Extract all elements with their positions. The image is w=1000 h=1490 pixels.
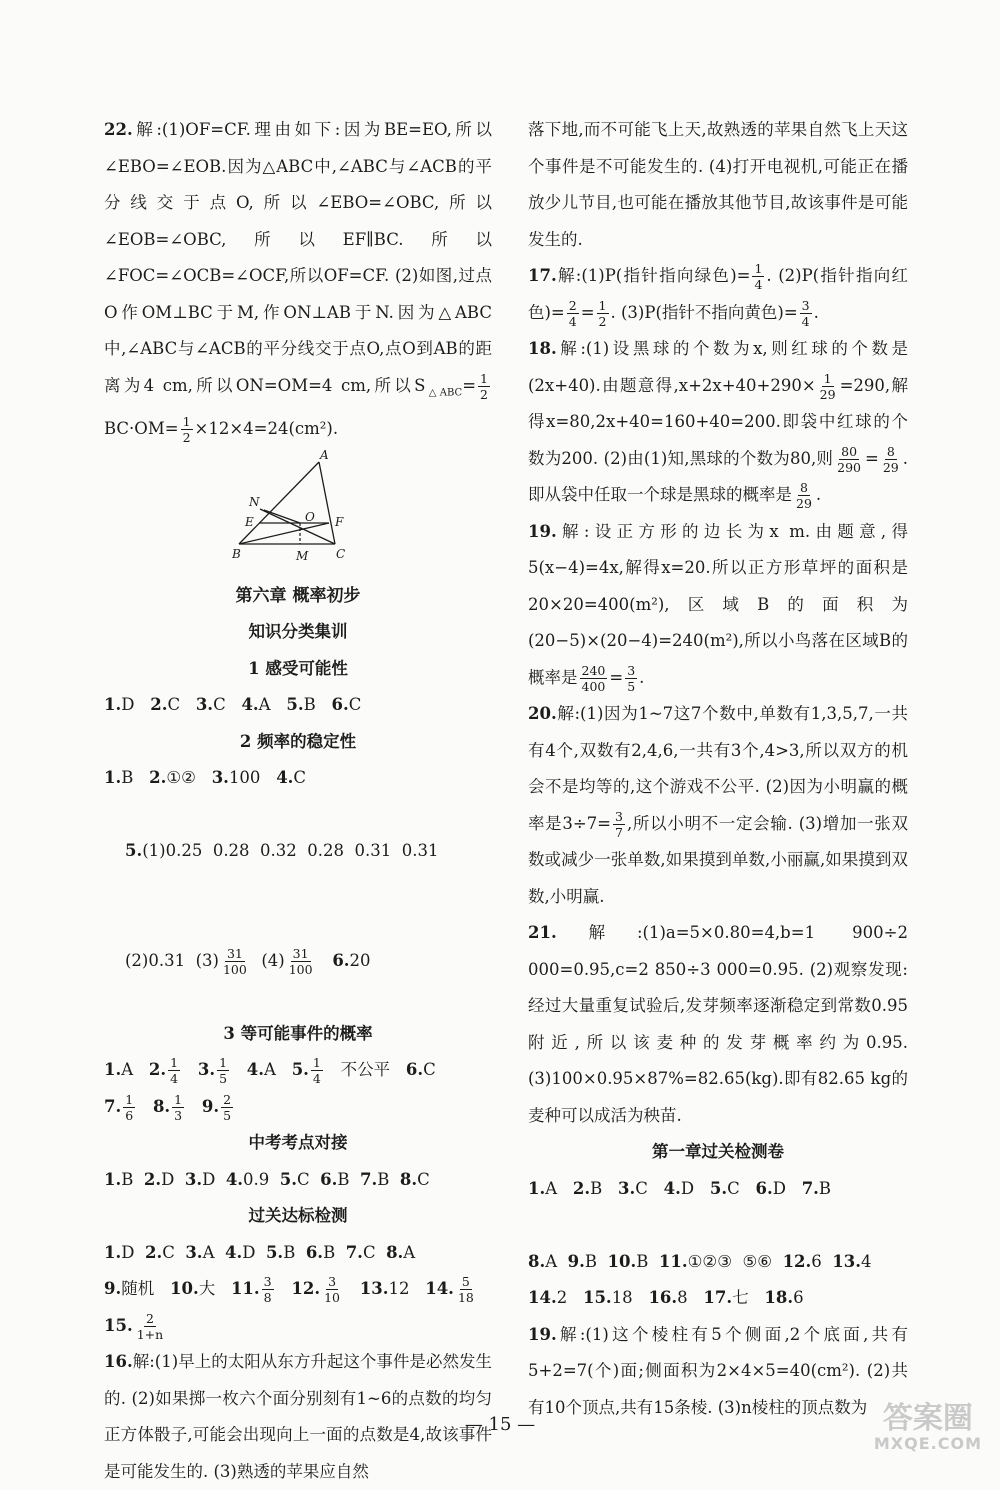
test-title: 第一章过关检测卷 [652,1142,784,1161]
line-on [264,510,300,523]
answer-row: 14.2 15.18 16.8 17.七 18.6 [528,1288,804,1307]
question-18: 18.解:(1)设黑球的个数为x,则红球的个数是(2x+40).由题意得,x+2x+40+290× $\frac{1}{29}$ =290,解得x=80,2x+40=160+40=200.即袋中红球的个数为200. (2)由(1)知,黑球的个数为80,则 $\frac{80}{290}$ = $\frac{8}{29}$ .即从袋中任取一个球是黑球的概率是 $\frac{8}{29}$ . [528,339,908,511]
page-number: — 15 — [464,1414,536,1435]
answer-row: 1.B 2.①② 3.100 4.C [104,768,307,788]
question-16: 16.解:(1)早上的太阳从东方升起这个事件是必然发生的. (2)如果掷一枚六个面分别刻有1~6的点数的均匀正方体骰子,可能会出现向上一面的点数是4,故该事件是可能发生的. (3)熟透的苹果应自然 [104,1352,492,1481]
question-21: 21.解:(1)a=5×0.80=4,b=1 900÷2 000=0.95,c=2 850÷3 000=0.95. (2)观察发现:经过大量重复试验后,发芽频率逐渐稳定到常数0.95附近,所以该麦种的发芽概率约为0.95. (3)100×0.95×87%=82.65(kg).即有82.65 kg的麦种可以成活为秧苗. [528,923,908,1125]
fraction: $\frac{1}{2}$ [480,370,488,402]
subsection-title: 中考考点对接 [248,1133,348,1153]
answer-row: (2)0.31 (3) $\frac{31}{100}$ (4) $\frac{31}{100}$ 6.20 [124,945,371,977]
label-o: O [305,509,315,524]
answer-row: 15. $\frac{2}{1+n}$ [104,1310,164,1342]
subsection-title: 2 频率的稳定性 [239,731,357,751]
question-20: 20.解:(1)因为1~7这7个数中,单数有1,3,5,7,一共有4个,双数有2,4,6,一共有3个,4>3,所以双方的机会不是均等的,这个游戏不公平. (2)因为小明赢的概率是3÷7= $\frac{3}{7}$ ,所以小明不一定会输. (3)增加一张双数或减少一张单数,如果摸到单数,小丽赢,如果摸到双数,小明赢. [528,704,908,906]
question-22: 22.解:(1)OF=CF.理由如下:因为BE=EO,所以∠EBO=∠EOB.因为△ABC中,∠ABC与∠ACB的平分线交于点O,所以∠EBO=∠OBC,所以∠EOB=∠OBC,所以EF∥BC.所以∠FOC=∠OCB=∠OCF,所以OF=CF. (2)如图,过点O作OM⊥BC于M,作ON⊥AB于N.因为△ABC中,∠ABC与∠ACB的平分线交于点O,点O到AB的距离为4 cm,所以ON=OM=4 cm,所以$S_{\triangle ABC}=$ $\frac{1}{2}$ BC·OM= $\frac{1}{2}$ ×12×4=24(cm²). [104,120,492,446]
answer-row: 5.(1)0.25 0.28 0.32 0.28 0.31 0.31 [124,841,439,861]
subsection-title: 3 等可能事件的概率 [223,1023,373,1043]
line-cn [260,509,335,544]
label-b: B [232,546,241,561]
label-e: E [245,514,254,529]
answer-row: 1.B 2.D 3.D 4.0.9 5.C 6.B 7.B 8.C [104,1169,430,1189]
left-column [104,112,492,1490]
right-column [528,112,908,1426]
subsection-title: 过关达标检测 [248,1206,348,1226]
question-19: 19.解:设正方形的边长为x m.由题意,得5(x−4)=4x,解得x=20.所以正方形草坪的面积是20×20=400(m²),区域B的面积为(20−5)×(20−4)=240(m²),所以小鸟落在区域B的概率是 $\frac{240}{400}$ = $\frac{3}{5}$ . [528,521,908,694]
section-title: 知识分类集训 [248,622,348,642]
answer-row: 1.D 2.C 3.A 4.D 5.B 6.B 7.C 8.A [104,1242,416,1262]
label-c: C [336,546,346,561]
chapter-title: 第六章 概率初步 [235,585,361,606]
triangle-figure [104,448,492,578]
question-17: 17.解:(1)P(指针指向绿色)= $\frac{1}{4}$ . (2)P(指针指向红色)= $\frac{2}{4}$ = $\frac{1}{2}$ . (3)P(指针不指向黄色)= $\frac{3}{4}$ . [528,261,908,329]
question-number: 22. [104,120,133,139]
answer-row: 8.A 9.B 10.B 11.①②③ ⑤⑥ 12.6 13.4 [528,1251,872,1271]
answer-row: 7. $\frac{1}{6}$ 8. $\frac{1}{3}$ 9. $\frac{2}{5}$ [104,1091,232,1123]
label-a: A [320,447,329,462]
question-16-continued: 落下地,而不可能飞上天,故熟透的苹果自然飞上天这个事件是不可能发生的. (4)打开电视机,可能正在播放少儿节目,也可能在播放其他节目,故该事件是可能发生的. [528,120,908,249]
watermark-logo: 答案圈 MXQE.COM [873,1401,982,1453]
label-m: M [296,548,309,563]
triangle-diagram [232,448,372,576]
label-n: N [249,494,260,509]
subsection-title: 1 感受可能性 [248,658,348,678]
label-f: F [335,514,344,529]
question-19-test: 19.解:(1)这个棱柱有5个侧面,2个底面,共有5+2=7(个)面;侧面积为2×4×5=40(cm²). (2)共有10个顶点,共有15条棱. (3)n棱柱的顶点数为 [528,1324,908,1417]
fraction: $\frac{1}{2}$ [182,414,191,446]
answer-row: 9.随机 10.大 11. $\frac{3}{8}$ 12. $\frac{3}{10}$ 13.12 14. $\frac{5}{18}$ [104,1274,474,1306]
answer-row: 1.D 2.C 3.C 4.A 5.B 6.C [104,695,362,715]
line-ac [319,462,335,544]
answer-row: 1.A 2. $\frac{1}{4}$ 3. $\frac{1}{5}$ 4.A 5. $\frac{1}{4}$ 不公平 6.C [104,1055,436,1087]
answer-row: 1.A 2.B 3.C 4.D 5.C 6.D 7.B [528,1178,832,1198]
